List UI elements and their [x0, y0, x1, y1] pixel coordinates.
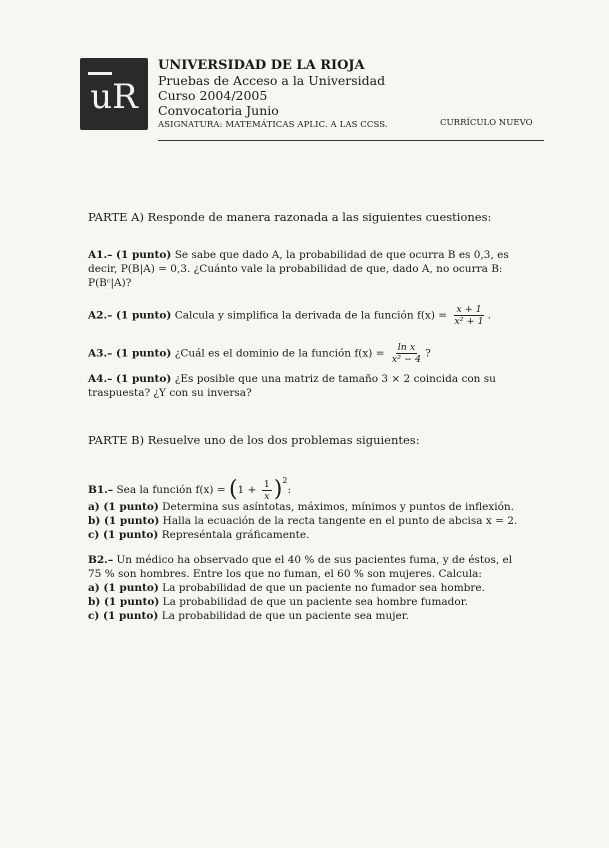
a3-label: A3.– (1 punto): [88, 347, 172, 360]
b2-label: B2.–: [88, 554, 114, 566]
question-a4: [88, 372, 496, 386]
a4-text-2: traspuesta? ¿Y con su inversa?: [88, 387, 252, 399]
b2-text-2: 75 % son hombres. Entre los que no fuman, el 60 % son mujeres. Calcula:: [88, 568, 482, 580]
b2-item-a-label: a) (1 punto): [88, 582, 159, 594]
a2-text: Calcula y simplifica la derivada de la función f(x) =: [174, 309, 448, 322]
exam-header: [158, 58, 388, 133]
curriculum-label: CURRÍCULO NUEVO: [440, 118, 533, 128]
a1-text-1: Se sabe que dado A, la probabilidad de que ocurra B es 0,3, es: [174, 249, 509, 261]
b1-item-b: [88, 514, 517, 528]
a2-end: .: [487, 309, 491, 322]
question-b1: [88, 474, 291, 502]
question-a3: [88, 342, 431, 365]
b2-item-b: [88, 595, 468, 609]
a2-numerator: x + 1: [456, 304, 482, 315]
a1-text-2: decir, P(B|A) = 0,3. ¿Cuánto vale la probabilidad de que, dado A, no ocurra B:: [88, 263, 503, 275]
a2-label: A2.– (1 punto): [88, 309, 172, 322]
university-logo: [80, 58, 148, 130]
b1-close-paren: ): [273, 477, 283, 502]
svg-text:uR: uR: [90, 77, 138, 117]
university-name: UNIVERSIDAD DE LA RIOJA: [158, 58, 365, 73]
question-b2: [88, 553, 512, 567]
question-a2: [88, 304, 491, 327]
b2-item-a: [88, 581, 485, 595]
course-year: Curso 2004/2005: [158, 88, 268, 103]
b1-open-paren: (: [228, 477, 238, 502]
exam-call: Convocatoria Junio: [158, 103, 279, 118]
b2-text-1: Un médico ha observado que el 40 % de sus pacientes fuma, y de éstos, el: [116, 554, 513, 566]
b1-exponent: 2: [282, 476, 288, 485]
a4-label: A4.– (1 punto): [88, 373, 172, 385]
a3-text: ¿Cuál es el dominio de la función f(x) =: [174, 347, 385, 360]
b1-denominator: x: [264, 490, 270, 502]
a1-label: A1.– (1 punto): [88, 249, 172, 261]
a3-fraction: [390, 342, 423, 365]
b1-label: B1.–: [88, 484, 114, 496]
a4-text-1: ¿Es posible que una matriz de tamaño 3 × 2 coincida con su: [174, 373, 496, 385]
subject-line: ASIGNATURA: MATEMÁTICAS APLIC. A LAS CCSS.: [158, 120, 388, 130]
b1-item-a-text: Determina sus asíntotas, máximos, mínimos y puntos de inflexión.: [162, 501, 515, 513]
b1-item-a: [88, 500, 514, 514]
b1-item-c: [88, 528, 309, 542]
b1-inner: 1 +: [237, 484, 257, 496]
a3-denominator: x² − 4: [391, 354, 422, 365]
part-b-title: PARTE B) Resuelve uno de los dos problemas siguientes:: [88, 433, 420, 447]
b2-item-a-text: La probabilidad de que un paciente no fumador sea hombre.: [162, 582, 485, 594]
a3-end: ?: [425, 347, 431, 360]
b1-numerator: 1: [263, 478, 270, 490]
b1-item-c-text: Represéntala gráficamente.: [161, 529, 310, 541]
b1-item-c-label: c) (1 punto): [88, 529, 159, 541]
part-a-title: PARTE A) Responde de manera razonada a las siguientes cuestiones:: [88, 210, 492, 224]
a2-denominator: x² + 1: [454, 316, 484, 327]
b2-item-c-label: c) (1 punto): [88, 610, 159, 622]
ur-logo-icon: [80, 58, 148, 130]
b2-item-c-text: La probabilidad de que un paciente sea mujer.: [161, 610, 409, 622]
header-divider: [158, 140, 544, 141]
b1-item-a-label: a) (1 punto): [88, 501, 159, 513]
b2-item-c: [88, 609, 409, 623]
question-a1: [88, 248, 509, 262]
b2-item-b-label: b) (1 punto): [88, 596, 160, 608]
a3-numerator: ln x: [397, 342, 416, 353]
b1-item-b-label: b) (1 punto): [88, 515, 160, 527]
b2-item-b-text: La probabilidad de que un paciente sea hombre fumador.: [162, 596, 468, 608]
b1-item-b-text: Halla la ecuación de la recta tangente en el punto de abcisa x = 2.: [162, 515, 518, 527]
b1-end: :: [287, 484, 291, 496]
b1-fraction: [262, 479, 272, 502]
a2-fraction: [452, 304, 485, 327]
exam-name: Pruebas de Acceso a la Universidad: [158, 73, 386, 88]
b1-text: Sea la función f(x) =: [116, 484, 226, 496]
a1-text-3: P(Bᶜ|A)?: [88, 277, 132, 289]
